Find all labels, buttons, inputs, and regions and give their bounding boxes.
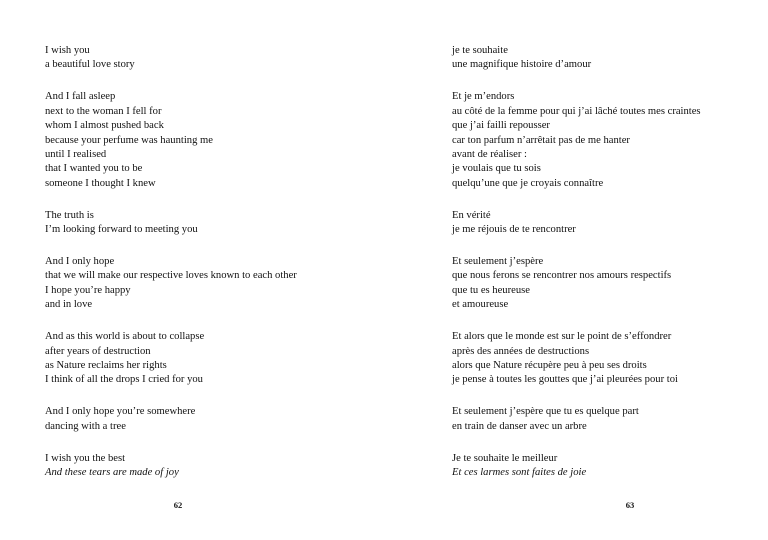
poem-line: whom I almost pushed back bbox=[45, 120, 164, 132]
poem-line: And I only hope bbox=[45, 255, 115, 267]
stanza bbox=[45, 209, 375, 238]
right-page bbox=[384, 0, 768, 540]
poem-line: I think of all the drops I cried for you bbox=[45, 374, 203, 386]
english-poem bbox=[45, 44, 375, 498]
poem-line: I hope you’re happy bbox=[45, 284, 131, 296]
french-poem bbox=[452, 44, 762, 498]
stanza bbox=[45, 452, 375, 481]
stanza bbox=[45, 90, 375, 191]
poem-line: I’m looking forward to meeting you bbox=[45, 224, 198, 236]
poem-line: next to the woman I fell for bbox=[45, 105, 162, 117]
poem-line: that we will make our respective loves known to each other bbox=[45, 270, 297, 282]
poem-line: je te souhaite bbox=[452, 45, 508, 56]
page-number: 63 bbox=[625, 500, 635, 510]
poem-line: until I realised bbox=[45, 148, 107, 160]
poem-line: je voulais que tu sois bbox=[452, 163, 541, 175]
stanza bbox=[452, 90, 762, 191]
poem-line: et amoureuse bbox=[452, 299, 509, 311]
poem-line: Et seulement j’espère bbox=[452, 255, 544, 267]
poem-line: quelqu’une que je croyais connaître bbox=[452, 177, 604, 189]
poem-line: alors que Nature récupère peu à peu ses droits bbox=[452, 359, 647, 371]
poem-line: The truth is bbox=[45, 209, 94, 221]
poem-line: car ton parfum n’arrêtait pas de me hanter bbox=[452, 134, 630, 146]
poem-line: I wish you the best bbox=[45, 452, 126, 464]
stanza bbox=[45, 405, 375, 434]
poem-line: après des années de destructions bbox=[452, 345, 590, 357]
stanza bbox=[452, 452, 762, 481]
poem-line: je me réjouis de te rencontrer bbox=[452, 224, 576, 236]
poem-line: and in love bbox=[45, 299, 93, 311]
poem-line: Et seulement j’espère que tu es quelque part bbox=[452, 406, 639, 418]
poem-line: dancing with a tree bbox=[45, 420, 126, 432]
poem-line: en train de danser avec un arbre bbox=[452, 420, 587, 432]
poem-line: En vérité bbox=[452, 209, 491, 221]
poem-line: Et je m’endors bbox=[452, 91, 515, 103]
poem-line-italic: And these tears are made of joy bbox=[45, 466, 179, 478]
poem-line: que j’ai failli repousser bbox=[452, 120, 550, 132]
poem-line: une magnifique histoire d’amour bbox=[452, 59, 592, 71]
stanza bbox=[452, 405, 762, 434]
stanza bbox=[452, 255, 762, 313]
poem-line: que tu es heureuse bbox=[452, 284, 530, 296]
poem-line: someone I thought I knew bbox=[45, 177, 156, 189]
poem-line: I wish you bbox=[45, 45, 90, 56]
stanza bbox=[45, 44, 375, 73]
page-number: 62 bbox=[173, 500, 183, 510]
poem-line: that I wanted you to be bbox=[45, 163, 143, 175]
poem-line: je pense à toutes les gouttes que j’ai pleurées pour toi bbox=[452, 374, 678, 386]
poem-line: au côté de la femme pour qui j’ai lâché toutes mes craintes bbox=[452, 105, 701, 117]
stanza bbox=[45, 330, 375, 388]
stanza bbox=[45, 255, 375, 313]
poem-line: And I only hope you’re somewhere bbox=[45, 406, 196, 418]
poem-line: Et alors que le monde est sur le point de s’effondrer bbox=[452, 331, 672, 343]
poem-line: And I fall asleep bbox=[45, 91, 116, 103]
poem-line: after years of destruction bbox=[45, 345, 151, 357]
poem-line: as Nature reclaims her rights bbox=[45, 359, 167, 371]
poem-line-italic: Et ces larmes sont faites de joie bbox=[452, 466, 587, 478]
stanza bbox=[452, 44, 762, 73]
stanza bbox=[452, 330, 762, 388]
poem-line: avant de réaliser : bbox=[452, 148, 527, 160]
poem-line: And as this world is about to collapse bbox=[45, 331, 205, 343]
poem-line: que nous ferons se rencontrer nos amours respectifs bbox=[452, 270, 672, 282]
stanza bbox=[452, 209, 762, 238]
poem-line: Je te souhaite le meilleur bbox=[452, 452, 558, 464]
poem-line: because your perfume was haunting me bbox=[45, 134, 213, 146]
poem-line: a beautiful love story bbox=[45, 59, 135, 71]
